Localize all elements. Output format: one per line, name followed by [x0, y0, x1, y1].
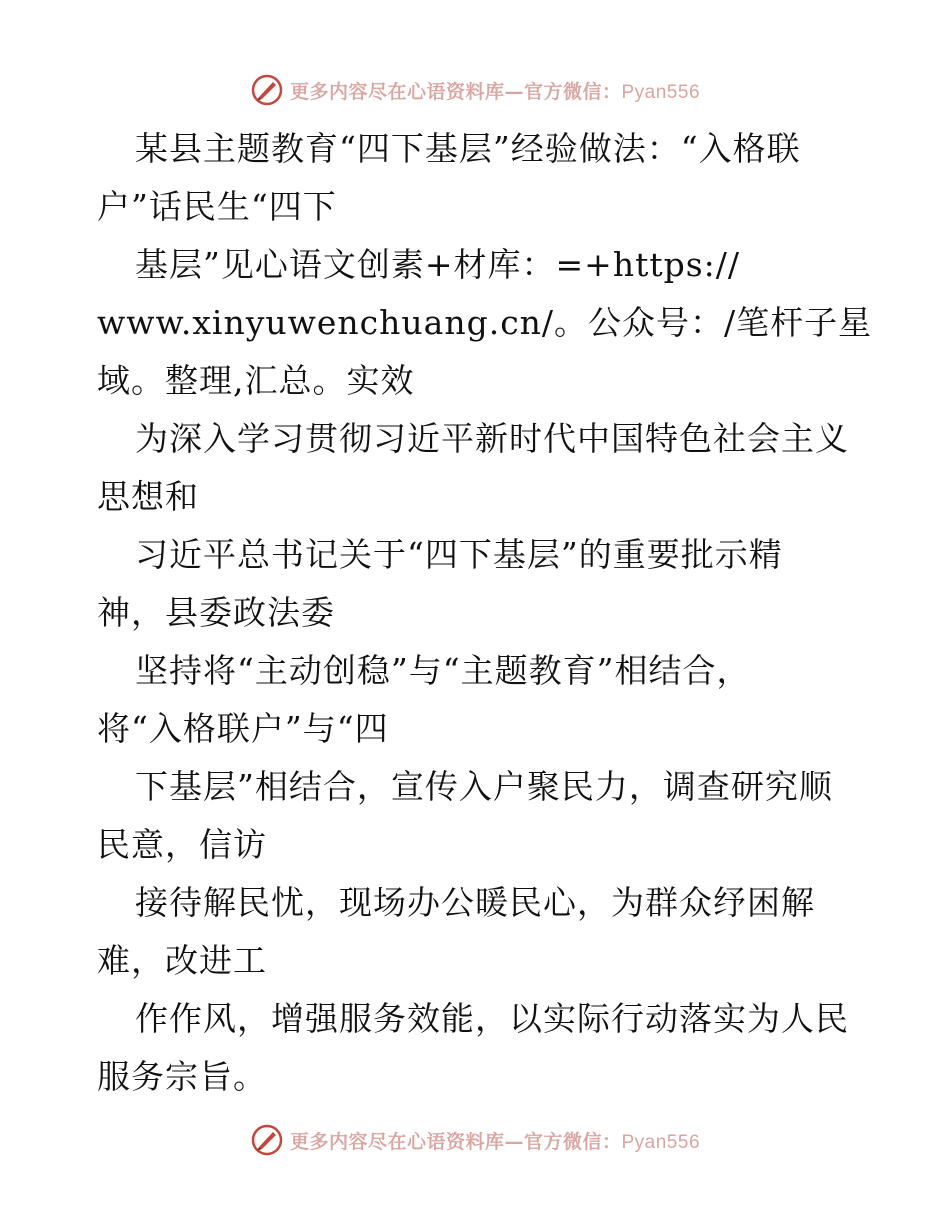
text-line: 基层”见心语文创素+材库：=+https:// — [135, 245, 741, 284]
text-line: 接待解民忧，现场办公暖民心，为群众纾困解 — [135, 883, 815, 922]
text-line: 服务宗旨。 — [97, 1057, 267, 1096]
text-line: 神，县委政法委 — [97, 593, 335, 632]
watermark-text: 更多内容尽在心语资料库—官方微信：Pyan556 — [289, 1130, 701, 1153]
watermark-text: 更多内容尽在心语资料库—官方微信：Pyan556 — [289, 80, 701, 103]
text-line: 下基层”相结合，宣传入户聚民力，调查研究顺 — [135, 767, 833, 806]
document-body — [97, 120, 873, 1106]
header-watermark — [0, 70, 950, 110]
logo-pen-icon — [250, 1123, 284, 1157]
text-line: 民意，信访 — [97, 825, 267, 864]
text-line: 难，改进工 — [97, 941, 267, 980]
text-line: www.xinyuwenchuang.cn/。公众号：/笔杆子星 — [97, 303, 873, 342]
text-line: 户”话民生“四下 — [97, 187, 337, 226]
text-line: 习近平总书记关于“四下基层”的重要批示精 — [135, 535, 783, 574]
logo-pen-icon — [250, 73, 284, 107]
text-line: 为深入学习贯彻习近平新时代中国特色社会主义 — [135, 419, 849, 458]
text-line: 作作风，增强服务效能，以实际行动落实为人民 — [135, 999, 849, 1038]
text-line: 将“入格联户”与“四 — [97, 709, 389, 748]
text-line: 域。整理,汇总。实效 — [97, 361, 415, 400]
text-line: 坚持将“主动创稳”与“主题教育”相结合， — [135, 651, 751, 690]
text-line: 思想和 — [97, 477, 199, 516]
footer-watermark — [0, 1120, 950, 1160]
text-line: 某县主题教育“四下基层”经验做法：“入格联 — [135, 129, 801, 168]
